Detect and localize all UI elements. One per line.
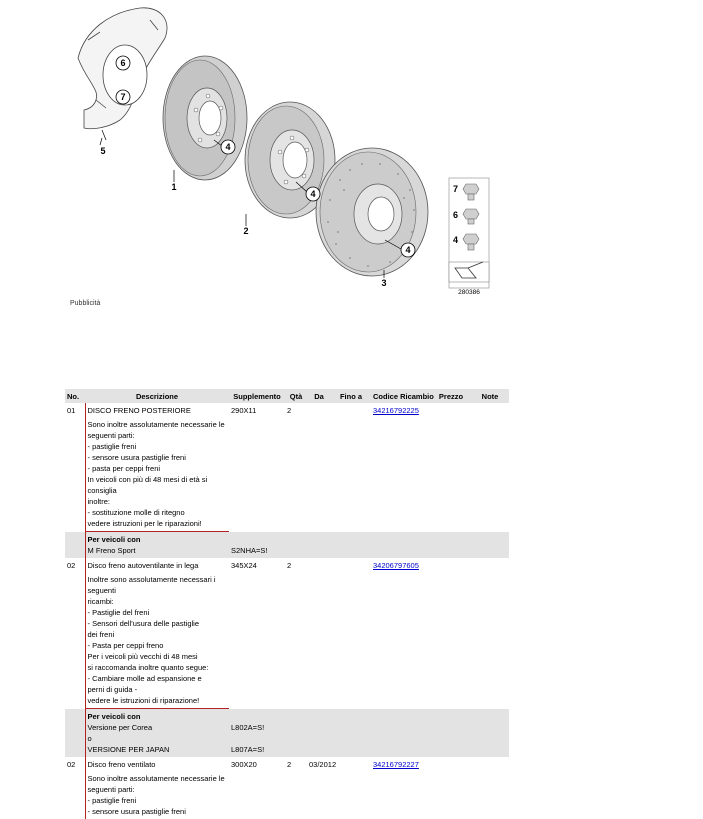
note-line: M Freno Sport <box>87 546 136 555</box>
desc-line: inoltre: <box>87 497 111 506</box>
desc-line: - Pasta per ceppi freno <box>87 641 164 650</box>
desc-line: - sensore usura pastiglie freni <box>87 807 186 816</box>
brake-disc-1 <box>163 56 247 180</box>
desc-line: Sono inoltre assolutamente necessarie le <box>87 774 225 783</box>
desc-line: - Pastiglie del freni <box>87 608 150 617</box>
row-to <box>331 403 371 532</box>
desc-line: Inoltre sono assolutamente necessari i <box>87 575 216 584</box>
callout-4b: 4 <box>310 189 316 199</box>
table-header-row <box>65 389 509 403</box>
desc-line: seguenti parti: <box>87 431 135 440</box>
note-supplement: L802A=S! <box>231 722 265 732</box>
header-description: Descrizione <box>85 389 229 403</box>
desc-line: - Sensori dell'usura delle pastiglie <box>87 619 199 628</box>
row-price <box>431 403 471 532</box>
row-part-number <box>371 403 431 532</box>
callout-5: 5 <box>100 146 106 156</box>
diagram-code: 280386 <box>458 289 480 296</box>
row-title: DISCO FRENO POSTERIORE <box>87 406 191 415</box>
part-number-link[interactable]: 34216792225 <box>373 406 419 415</box>
header-price: Prezzo <box>431 389 471 403</box>
desc-line: dei freni <box>87 630 115 639</box>
callout-7: 7 <box>120 92 126 102</box>
row-from <box>307 403 331 532</box>
desc-line: consiglia <box>87 486 117 495</box>
row-no: 02 <box>67 760 76 769</box>
row-description <box>85 403 229 532</box>
row-qty: 2 <box>287 760 292 769</box>
header-from: Da <box>307 389 331 403</box>
callout-6: 6 <box>120 58 126 68</box>
row-no: 01 <box>67 406 76 415</box>
header-supplement: Supplemento <box>229 389 285 403</box>
note-supplement: L807A=S! <box>231 744 265 754</box>
row-notes <box>471 403 509 532</box>
legend-num-6: 6 <box>453 210 459 220</box>
callout-4a: 4 <box>225 142 231 152</box>
row-price <box>431 757 471 819</box>
row-notes <box>471 558 509 709</box>
callout-2: 2 <box>243 226 249 236</box>
desc-line: perni di guida - <box>87 685 138 694</box>
desc-line: Sono inoltre assolutamente necessarie le <box>87 420 225 429</box>
row-notes <box>471 757 509 819</box>
parts-table <box>65 389 509 819</box>
row-supplement: 300X20 <box>231 760 257 769</box>
desc-line: - Cambiare molle ad espansione e <box>87 674 202 683</box>
table-row <box>65 558 509 709</box>
note-line: o <box>87 734 92 743</box>
table-row-note <box>65 532 509 559</box>
note-heading: Per veicoli con <box>87 712 141 721</box>
desc-line: In veicoli con più di 48 mesi di età si <box>87 475 208 484</box>
row-no: 02 <box>67 561 76 570</box>
desc-line: seguenti <box>87 586 116 595</box>
callout-4c: 4 <box>405 245 411 255</box>
desc-line: si raccomanda inoltre quanto segue: <box>87 663 209 672</box>
legend-num-4: 4 <box>453 235 459 245</box>
row-to <box>331 757 371 819</box>
desc-line: ricambi: <box>87 597 114 606</box>
row-price <box>431 558 471 709</box>
callout-1: 1 <box>171 182 177 192</box>
row-title: Disco freno ventilato <box>87 760 156 769</box>
row-description <box>85 757 229 819</box>
desc-line: - sensore usura pastiglie freni <box>87 453 186 462</box>
row-supplement: 345X24 <box>231 561 257 570</box>
desc-line: - pastiglie freni <box>87 442 137 451</box>
note-line: Versione per Corea <box>87 723 153 732</box>
header-notes: Note <box>471 389 509 403</box>
header-no: No. <box>65 389 85 403</box>
row-part-number <box>371 558 431 709</box>
callout-3: 3 <box>381 278 387 288</box>
row-from <box>307 558 331 709</box>
desc-line: seguenti parti: <box>87 785 135 794</box>
part-number-link[interactable]: 34206797605 <box>373 561 419 570</box>
desc-line: vedere istruzioni per le riparazioni! <box>87 519 202 528</box>
header-qty: Qtà <box>285 389 307 403</box>
legend-num-7: 7 <box>453 184 459 194</box>
table-row-note <box>65 709 509 758</box>
row-title: Disco freno autoventilante in lega <box>87 561 199 570</box>
desc-line: - pasta per ceppi freni <box>87 464 161 473</box>
note-line: VERSIONE PER JAPAN <box>87 745 170 754</box>
desc-line: vedere le istruzioni di riparazione! <box>87 696 200 705</box>
part-number-link[interactable]: 34216792227 <box>373 760 419 769</box>
row-from: 03/2012 <box>309 760 337 769</box>
desc-line: - sostituzione molle di ritegno <box>87 508 185 517</box>
parts-diagram <box>0 0 520 300</box>
row-to <box>331 558 371 709</box>
header-to: Fino a <box>331 389 371 403</box>
desc-line: - pastiglie freni <box>87 796 137 805</box>
row-qty: 2 <box>287 561 292 570</box>
fastener-legend <box>449 178 489 296</box>
row-qty: 2 <box>287 406 292 415</box>
advertisement-label: Pubblicità <box>70 300 101 307</box>
header-part-number: Codice Ricambio <box>371 389 431 403</box>
note-supplement: S2NHA=S! <box>231 545 268 555</box>
row-part-number <box>371 757 431 819</box>
table-row <box>65 757 509 819</box>
row-description <box>85 558 229 709</box>
desc-line: Per i veicoli più vecchi di 48 mesi <box>87 652 198 661</box>
table-row <box>65 403 509 532</box>
brake-disc-3 <box>316 148 428 276</box>
note-heading: Per veicoli con <box>87 535 141 544</box>
row-supplement: 290X11 <box>231 406 257 415</box>
